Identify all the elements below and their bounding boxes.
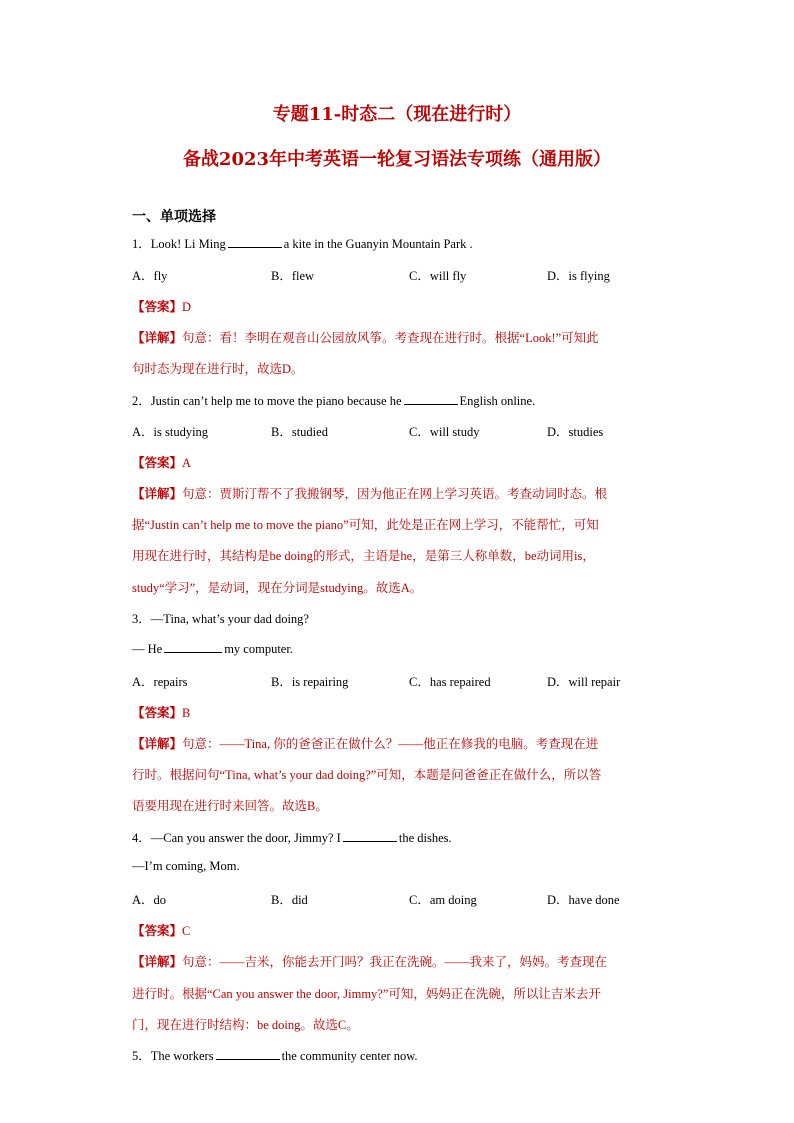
question-5-text-end: the community center now.	[281, 1049, 418, 1063]
detail-text: 句意：看！李明在观音山公园放风筝。考查现在进行时。根据“Look!”可知此	[182, 331, 599, 345]
detail-line	[132, 952, 607, 970]
answer-value: B	[182, 706, 191, 720]
option-d: D．have done	[547, 893, 620, 907]
detail-line	[132, 734, 598, 752]
answer-tag: 【答案】	[132, 300, 183, 314]
answer-value: A	[182, 456, 192, 470]
detail-text: 句意：——Tina, 你的爸爸正在做什么？——他正在修我的电脑。考查现在进	[182, 737, 599, 751]
detail-line: 用现在进行时，其结构是be doing的形式，主语是he，是第三人称单数，be动词用is，	[132, 549, 595, 563]
answer-blank	[164, 640, 222, 653]
detail-tag: 【详解】	[132, 331, 183, 345]
detail-line: 进行时。根据“Can you answer the door, Jimmy?”可知，妈妈正在洗碗，所以让吉米去开	[132, 987, 601, 1001]
option-a: A．do	[132, 893, 167, 907]
question-2	[132, 391, 535, 409]
answer-blank	[343, 829, 397, 842]
detail-line: 据“Justin can’t help me to move the piano”可知，此处是正在网上学习，不能帮忙，可知	[132, 518, 599, 532]
answer-blank	[216, 1047, 280, 1060]
detail-line	[132, 328, 599, 346]
option-d: D．will repair	[547, 675, 621, 689]
answer-line	[132, 921, 190, 939]
option-a: A．is studying	[132, 425, 209, 439]
answer-value: C	[182, 924, 191, 938]
answer-blank	[404, 392, 458, 405]
option-a: A．repairs	[132, 675, 188, 689]
question-4-text-end: the dishes.	[398, 831, 452, 845]
question-1-text-end: a kite in the Guanyin Mountain Park .	[283, 237, 473, 251]
detail-tag: 【详解】	[132, 955, 183, 969]
option-b: B．flew	[271, 269, 315, 283]
detail-text: 句意：贾斯汀帮不了我搬钢琴，因为他正在网上学习英语。考查动词时态。根	[182, 487, 608, 501]
question-1-text: 1．Look! Li Ming	[132, 237, 226, 251]
question-4	[132, 828, 452, 846]
option-b: B．did	[271, 893, 308, 907]
detail-line: 门，现在进行时结构：be doing。故选C。	[132, 1018, 359, 1032]
question-2-text-end: English online.	[459, 394, 536, 408]
question-4-response: —I’m coming, Mom.	[132, 859, 240, 873]
question-5-text: 5．The workers	[132, 1049, 214, 1063]
option-d: D．studies	[547, 425, 604, 439]
answer-tag: 【答案】	[132, 706, 183, 720]
answer-line	[132, 453, 191, 471]
question-5	[132, 1046, 418, 1064]
answer-value: D	[182, 300, 192, 314]
question-3: 3．—Tina, what’s your dad doing?	[132, 612, 309, 626]
answer-line	[132, 703, 190, 721]
title-line-2: 备战2023年中考英语一轮复习语法专项练（通用版）	[182, 149, 612, 170]
question-3-text: — He	[132, 642, 163, 656]
option-d: D．is flying	[547, 269, 610, 283]
detail-tag: 【详解】	[132, 737, 183, 751]
detail-line: 行时。根据问句“Tina, what’s your dad doing?”可知，本题是问爸爸正在做什么，所以答	[132, 768, 602, 782]
answer-tag: 【答案】	[132, 924, 183, 938]
option-b: B．is repairing	[271, 675, 349, 689]
option-c: C．has repaired	[409, 675, 491, 689]
answer-blank	[228, 235, 282, 248]
title-line-1: 专题11-时态二（现在进行时）	[272, 104, 522, 125]
detail-text: 句意：——吉米，你能去开门吗？我正在洗碗。——我来了，妈妈。考查现在	[182, 955, 608, 969]
detail-tag: 【详解】	[132, 487, 183, 501]
detail-line: study“学习”，是动词，现在分词是studying。故选A。	[132, 581, 423, 595]
question-2-text: 2．Justin can’t help me to move the piano because he	[132, 394, 402, 408]
option-a: A．fly	[132, 269, 168, 283]
answer-line	[132, 297, 191, 315]
question-3-response	[132, 640, 293, 657]
option-c: C．will study	[409, 425, 480, 439]
detail-line	[132, 484, 607, 502]
question-4-text: 4．—Can you answer the door, Jimmy? I	[132, 831, 341, 845]
detail-line: 语要用现在进行时来回答。故选B。	[132, 799, 328, 813]
option-c: C．am doing	[409, 893, 477, 907]
question-1	[132, 234, 473, 252]
question-3-text-end: my computer.	[224, 642, 293, 656]
option-b: B．studied	[271, 425, 328, 439]
detail-line: 句时态为现在进行时，故选D。	[132, 362, 304, 376]
section-title: 一、单项选择	[132, 209, 216, 225]
answer-tag: 【答案】	[132, 456, 183, 470]
option-c: C．will fly	[409, 269, 467, 283]
